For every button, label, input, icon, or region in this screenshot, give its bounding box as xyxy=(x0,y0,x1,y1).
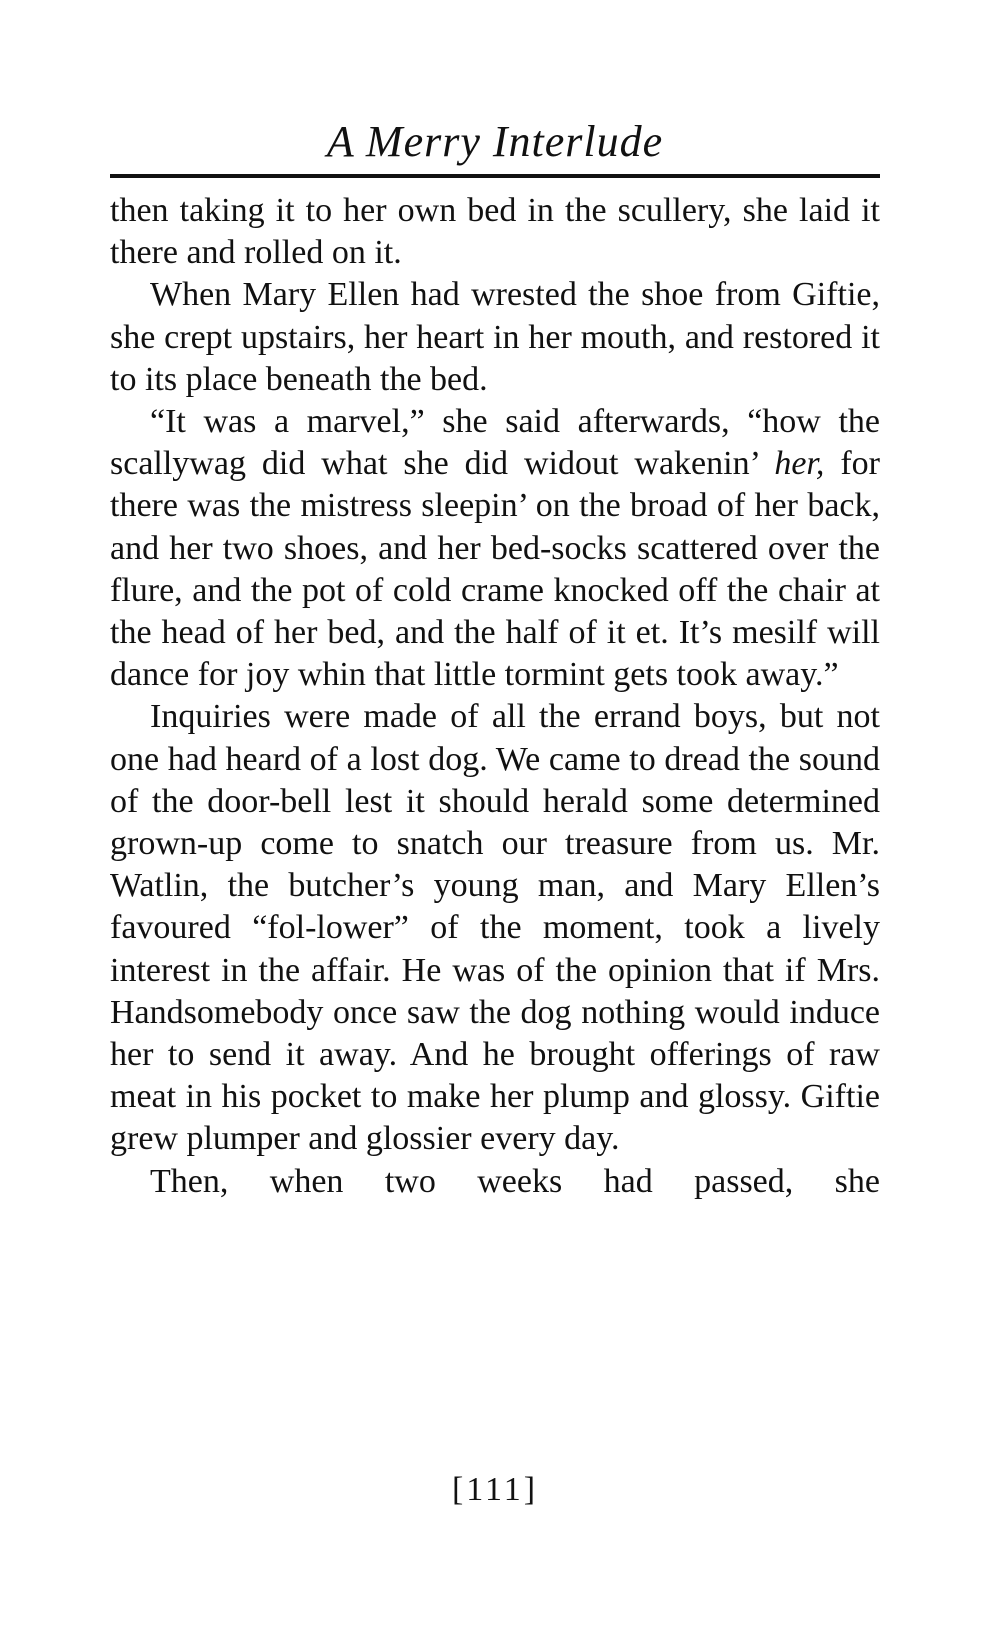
paragraph-2: When Mary Ellen had wrested the shoe from Giftie, she crept upstairs, her heart in her mouth, and restored it to its place beneath the bed. xyxy=(110,276,880,398)
paragraph-3-end: for there was the mistress sleepin’ on the broad of her back, and her two shoes, and her bed-socks scattered over the flure, and the pot of cold crame knocked off the chair at the head of her bed, and the half of it et. It’s mesilf will dance for joy whin that little tormint gets took away.” xyxy=(110,445,881,694)
paragraph-1: then taking it to her own bed in the scullery, she laid it there and rolled on it. xyxy=(110,192,880,272)
paragraph-4: Inquiries were made of all the errand boys, but not one had heard of a lost dog. We came to dread the sound of the door-bell lest it should herald some determined grown-up come to snatch our treasure from us. Mr. Watlin, the butcher’s young man, and Mary Ellen’s favoured “fol-lower” of the moment, took a lively interest in the affair. He was of the opinion that if Mrs. Handsomebody once saw the dog nothing would induce her to send it away. And he brought offerings of raw meat in his pocket to make her plump and glossy. Giftie grew plumper and glossier every day. xyxy=(110,698,880,1158)
page-number: [111] xyxy=(451,1471,539,1508)
paragraph-3-start: “It was a marvel,” she said afterwards, “how the scallywag did what she did widout wakenin’ xyxy=(110,403,880,483)
body-text xyxy=(110,190,880,1203)
emphasis-her: her, xyxy=(774,445,825,483)
running-head: A Merry Interlude xyxy=(326,117,664,166)
paragraph-3 xyxy=(110,401,880,696)
paragraph-5: Then, when two weeks had passed, she xyxy=(150,1162,880,1200)
header-rule xyxy=(110,174,880,178)
